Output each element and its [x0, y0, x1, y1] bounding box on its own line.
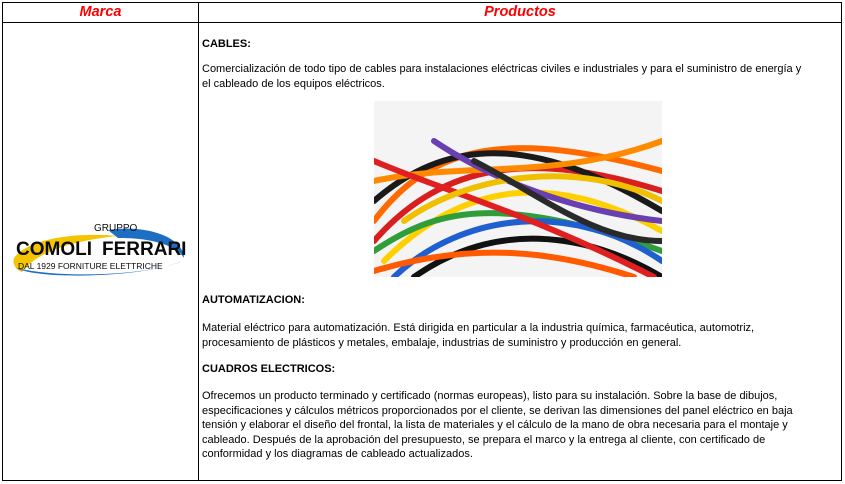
logo-comoli: COMOLI: [16, 239, 92, 260]
panels-heading: CUADROS ELECTRICOS:: [202, 363, 336, 375]
logo-tagline: DAL 1929 FORNITURE ELETTRICHE: [18, 261, 163, 271]
logo-gruppo: GRUPPO: [94, 223, 138, 234]
header-brand: Marca: [79, 4, 122, 20]
header-products: Productos: [484, 4, 556, 20]
automation-heading: AUTOMATIZACION:: [202, 294, 305, 306]
automation-description: Material eléctrico para automatización. Está dirigida en particular a la industria química, farmacéutica, automotriz, procesamiento de plásticos y metales, embalaje, industrias de suministro y producción en general.: [202, 322, 755, 349]
comoli-ferrari-logo: [8, 218, 188, 282]
header-divider: [3, 22, 841, 23]
logo-ferrari: FERRARI: [102, 239, 187, 260]
column-divider: [198, 3, 199, 480]
cables-heading: CABLES:: [202, 38, 251, 50]
cables-description: Comercialización de todo tipo de cables para instalaciones eléctricas civiles e industriales y para el suministro de energía y el cableado de los equipos eléctricos.: [202, 63, 802, 90]
cables-photo: [374, 101, 662, 277]
panels-description: Ofrecemos un producto terminado y certificado (normas europeas), listo para su instalación. Sobre la base de dibujos, especificaciones y cálculos métricos proporcionados por el cliente, se derivan las dimensiones del panel eléctrico en baja tensión y elaborar el diseño del frontal, la lista de materiales y el cálculo de la mano de obra necesaria para el montaje y cableado. Después de la aprobación del presupuesto, se prepara el marco y la entrega al cliente, con certificado de conformidad y los diagramas de cableado actualizados.: [202, 390, 793, 460]
